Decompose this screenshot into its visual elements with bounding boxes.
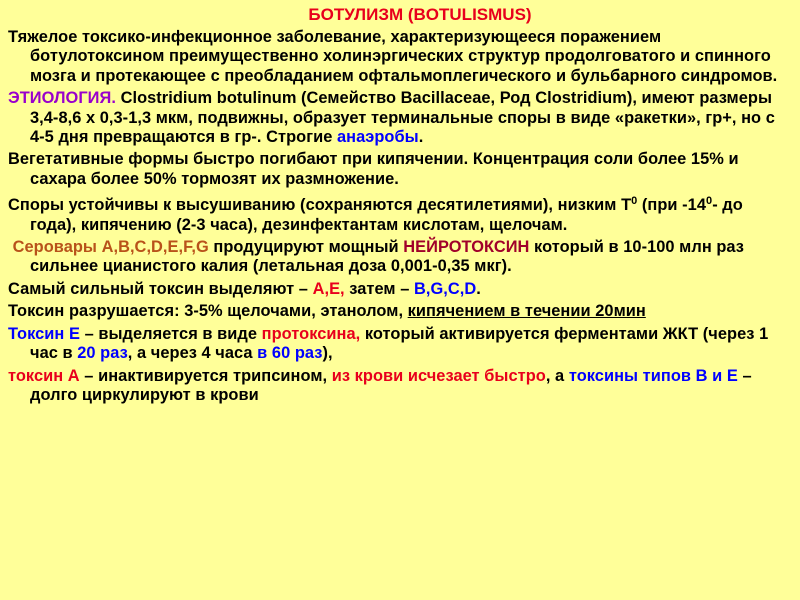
etiology-text: Clostridium botulinum (Семейство Bacillaceae, Род Clostridium), имеют размеры 3,4-8,6 х 0,3-1,3 мкм, подвижны, образует терминальные споры в виде «ракетки», гр+, но с 4-5 дня превращаются в гр-. Строгие: [30, 89, 775, 147]
anaerobes-term: анаэробы: [336, 128, 419, 147]
blood-clearance: из крови исчезает быстро: [331, 366, 546, 385]
strongest-text-2: затем –: [344, 279, 414, 298]
paragraph-vegetative: [8, 150, 792, 189]
paragraph-toxin-a: [8, 367, 792, 406]
paragraph-etiology: [8, 89, 792, 147]
etiology-dot: .: [111, 89, 116, 108]
vegetative-text: Вегетативные формы быстро погибают при кипячении. Концентрация соли более 15% и сахара более 50% тормозят их размножение.: [8, 150, 739, 188]
paragraph-destruction: [8, 302, 792, 321]
toxin-a-text-1: – инактивируется трипсином,: [79, 366, 332, 385]
twenty-times: 20 раз: [77, 344, 128, 363]
boiling-underlined: кипячением в течении 20мин: [407, 302, 646, 321]
paragraph-toxin-e: [8, 325, 792, 364]
neurotoxin-term: НЕЙРОТОКСИН: [403, 238, 530, 257]
toxin-ae: А,Е,: [312, 279, 345, 298]
toxin-types-be: токсины типов В и Е: [568, 366, 738, 385]
degree-sup-2: 0: [706, 195, 713, 208]
toxin-e-text-2: который активируется ферментами ЖКТ (через 1 час в: [30, 324, 769, 363]
paragraph-definition: [8, 28, 792, 86]
toxin-e-text-1: – выделяется в виде: [79, 324, 262, 343]
serovars-term: Серовары А,В,С,D,E,F,G: [12, 238, 209, 257]
etiology-heading: ЭТИОЛОГИЯ: [8, 89, 112, 108]
slide-title: БОТУЛИЗМ (BOTULISMUS): [308, 5, 532, 24]
definition-text: Тяжелое токсико-инфекционное заболевание, характеризующееся поражением ботулотоксином преимущественно холинэргических структур продолговатого и спинного мозга и протекающее с преобладанием офтальмоплегического и бульбарного синдромов.: [8, 28, 778, 85]
spores-text-2: (при -14: [637, 196, 707, 215]
sixty-times: в 60 раз: [257, 344, 323, 363]
toxin-a-term: токсин А: [8, 366, 80, 385]
toxin-e-text-3: , а через 4 часа: [127, 344, 258, 363]
strongest-end: .: [476, 279, 481, 298]
spores-text-1: Споры устойчивы к высушиванию (сохраняются десятилетиями), низким Т: [8, 196, 632, 215]
paragraph-spores: [8, 192, 792, 235]
degree-sup-1: 0: [631, 195, 638, 208]
toxin-bgcd: В,G,C,D: [413, 279, 477, 298]
paragraph-serovars: [8, 238, 792, 277]
destruction-text: Токсин разрушается: 3-5% щелочами, этанолом,: [8, 302, 408, 321]
toxin-e-end: ),: [322, 344, 333, 363]
paragraph-strongest: [8, 280, 792, 299]
toxin-a-text-2: , а: [545, 366, 569, 385]
serovars-text-2: который в 10-100 млн раз сильнее цианистого калия (летальная доза 0,001-0,35 мкг).: [30, 238, 744, 276]
toxin-e-term: Токсин Е: [8, 324, 80, 343]
strongest-text-1: Самый сильный токсин выделяют –: [8, 279, 313, 298]
spores-text-3: - до года), кипячению (2-3 часа), дезинфектантам кислотам, щелочам.: [30, 196, 743, 234]
protoxin-term: протоксина,: [261, 324, 361, 343]
serovars-text-1: продуцируют мощный: [208, 238, 404, 257]
etiology-end: .: [418, 128, 424, 147]
toxin-a-end: – долго циркулируют в крови: [30, 366, 752, 404]
